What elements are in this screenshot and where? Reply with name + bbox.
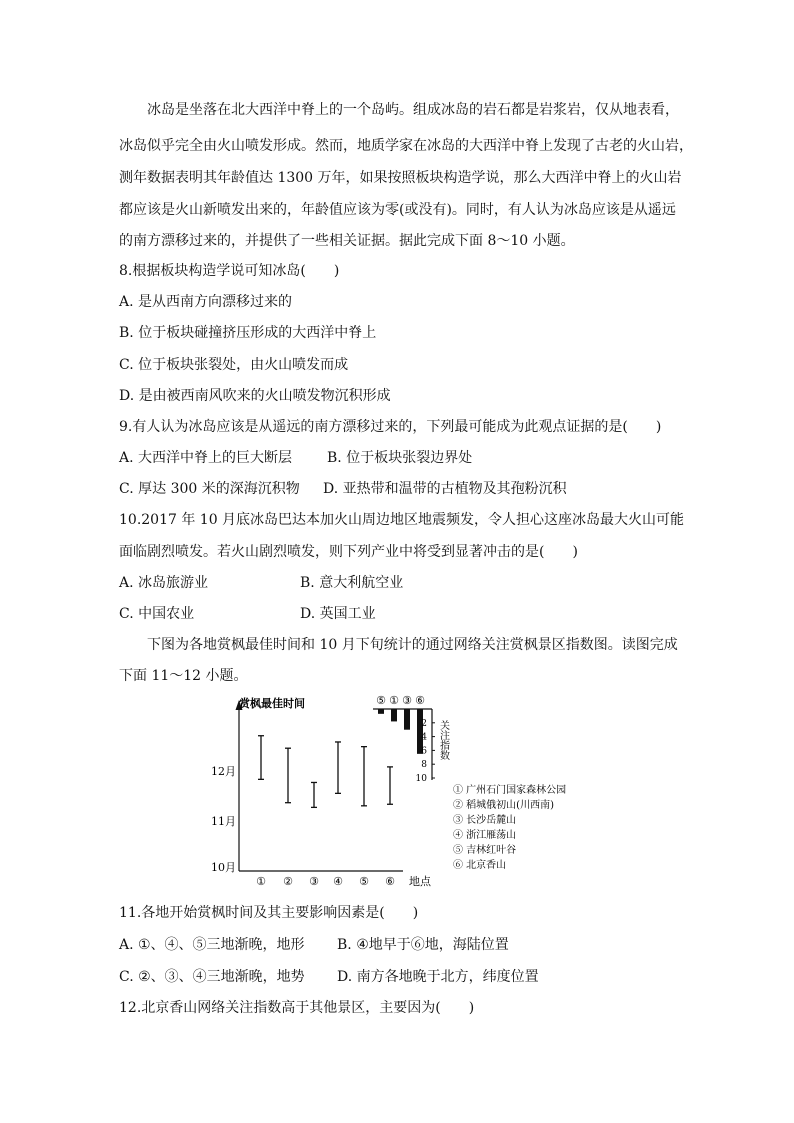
q8-option-b: B. 位于板块碰撞挤压形成的大西洋中脊上: [119, 325, 377, 341]
passage2-line-2: 下面 11～12 小题。: [119, 668, 248, 684]
q9-option-d: D. 亚热带和温带的古植物及其孢粉沉积: [323, 481, 567, 497]
q10-stem-line-2: 面临剧烈喷发。若火山剧烈喷发，则下列产业中将受到显著冲击的是( ): [119, 544, 578, 560]
q9-option-c: C. 厚达 300 米的深海沉积物: [119, 481, 300, 497]
attention-tick-1: 2: [421, 718, 427, 729]
attention-bars: [378, 709, 423, 754]
attention-bar-2: [391, 709, 397, 721]
q8-stem: 8.根据板块构造学说可知冰岛( ): [119, 263, 340, 279]
y-tick-oct: 10月: [211, 861, 236, 874]
q8-option-a: A. 是从西南方向漂移过来的: [119, 294, 293, 310]
attention-site-labels: [376, 694, 425, 707]
q11-option-a: A. ①、④、⑤三地渐晚，地形: [119, 937, 305, 953]
legend-item-6: ⑥ 北京香山: [453, 860, 507, 871]
x-tick-site-1: ①: [256, 875, 266, 888]
q10-stem-line-1: 10.2017 年 10 月底冰岛巴达本加火山周边地区地震频发，令人担心这座冰岛最大火山可能: [119, 512, 685, 528]
x-tick-site-2: ②: [283, 875, 293, 888]
site-tick-labels: [256, 875, 395, 888]
attention-site-3: ③: [402, 694, 412, 707]
attention-site-2: ①: [389, 694, 399, 707]
passage1-line-3: 测年数据表明其年龄值达 1300 万年，如果按照板块构造学说，那么大西洋中脊上的火山岩: [119, 170, 682, 186]
y-tick-nov: 11月: [211, 815, 236, 828]
range-bar-6: [387, 767, 393, 804]
passage1-line-5: 的南方漂移过来的，并提供了一些相关证据。据此完成下面 8～10 小题。: [119, 233, 575, 249]
x-tick-site-3: ③: [309, 875, 319, 888]
attention-tick-3: 6: [421, 746, 427, 757]
q10-option-b: B. 意大利航空业: [300, 575, 404, 591]
attention-tick-5: 10: [415, 774, 427, 784]
chart-canvas: [211, 690, 605, 890]
inset-label: 关注指数: [437, 720, 449, 760]
q11-option-b: B. ④地早于⑥地，海陆位置: [337, 937, 509, 953]
passage1-line-2: 冰岛似乎完全由火山喷发形成。然而，地质学家在冰岛的大西洋中脊上发现了古老的火山岩，: [119, 138, 693, 154]
y-tick-dec: 12月: [211, 765, 236, 778]
x-tick-site-6: ⑥: [385, 875, 395, 888]
passage1-line-4: 都应该是火山新喷发出来的，年龄值应该为零(或没有)。同时，有人认为冰岛应该是从遥远: [119, 202, 676, 218]
attention-bar-1: [378, 709, 384, 714]
q10-option-d: D. 英国工业: [300, 606, 376, 622]
q10-option-a: A. 冰岛旅游业: [119, 575, 209, 591]
attention-site-4: ⑥: [415, 694, 425, 707]
passage2-line-1: 下图为各地赏枫最佳时间和 10 月下旬统计的通过网络关注赏枫景区指数图。读图完成: [147, 637, 678, 653]
y-axis-label: 赏枫最佳时间: [239, 697, 305, 710]
attention-site-1: ⑤: [376, 694, 386, 707]
q11-option-c: C. ②、③、④三地渐晚，地势: [119, 969, 305, 985]
q11-option-d: D. 南方各地晚于北方，纬度位置: [337, 969, 539, 985]
legend-item-5: ⑤ 吉林红叶谷: [453, 845, 517, 856]
q12-stem: 12.北京香山网络关注指数高于其他景区，主要因为( ): [119, 1000, 475, 1016]
maple-viewing-chart: [211, 690, 605, 894]
range-bar-3: [311, 782, 317, 807]
attention-tick-2: 4: [421, 732, 427, 743]
q9-option-a: A. 大西洋中脊上的巨大断层: [119, 450, 293, 466]
range-bar-4: [335, 742, 341, 793]
x-axis-label: 地点: [409, 875, 431, 888]
range-bar-2: [285, 748, 291, 803]
x-tick-site-5: ⑤: [359, 875, 369, 888]
q8-option-c: C. 位于板块张裂处，由火山喷发而成: [119, 357, 349, 373]
attention-tick-4: 8: [421, 760, 427, 771]
q10-option-c: C. 中国农业: [119, 606, 195, 622]
q9-option-b: B. 位于板块张裂边界处: [327, 450, 473, 466]
legend-item-4: ④ 浙江雁荡山: [453, 830, 517, 841]
legend-item-3: ③ 长沙岳麓山: [453, 815, 517, 826]
legend-item-1: ① 广州石门国家森林公园: [453, 785, 567, 796]
chart-legend: [453, 783, 566, 871]
attention-index-inset: [373, 694, 450, 784]
attention-bar-3: [404, 709, 410, 730]
q11-stem: 11.各地开始赏枫时间及其主要影响因素是( ): [119, 905, 419, 921]
range-bar-5: [361, 747, 367, 806]
passage1-line-1: 冰岛是坐落在北大西洋中脊上的一个岛屿。组成冰岛的岩石都是岩浆岩，仅从地表看，: [147, 102, 679, 118]
best-time-ranges: [258, 736, 393, 808]
q8-option-d: D. 是由被西南风吹来的火山喷发物沉积形成: [119, 388, 391, 404]
range-bar-1: [258, 736, 264, 780]
legend-item-2: ② 稻城俄初山(川西南): [453, 800, 554, 811]
q9-stem: 9.有人认为冰岛应该是从遥远的南方漂移过来的，下列最可能成为此观点证据的是( ): [119, 419, 662, 435]
x-tick-site-4: ④: [333, 875, 343, 888]
